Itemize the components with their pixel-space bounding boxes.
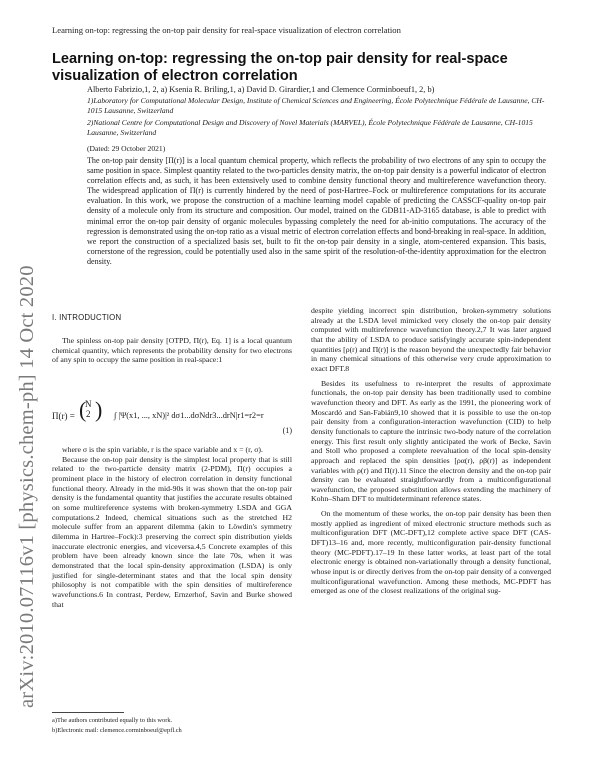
- intro-paragraph-2: where σ is the spin variable, r is the space variable and x = (r, σ).: [62, 445, 263, 454]
- binomial: ( N 2 ): [79, 397, 103, 422]
- affiliation-1: 1)Laboratory for Computational Molecular Design, Institute of Chemical Sciences and Engineering, École Polytechnique Fédérale de Lausanne, CH-1015 Lausanne, Switzerland: [87, 96, 545, 115]
- intro-paragraph-1: The spinless on-top pair density [OTPD, Π(r), Eq. 1] is a local quantum chemical quantity, which represents the probability density for two electrons of any spin to occupy the same position in real-space:1: [52, 336, 292, 365]
- right-paragraph-2: Besides its usefulness to re-interpret the results of approximate functionals, the on-top pair density has been traditionally used to combine wavefunction theory and DFT. As early as the 1991, the pioneering work of Moscardó and San-Fabián9,10 showed that it is possible to use the on-top pair density from a configuration-interaction wavefunction (CID) to help density functionals to capture the intrinsic two-body nature of the correlation energy. This first result only slightly anticipated the work of Becke, Savin and Stoll who proposed a complete reevaluation of the local spin-density approach and replaced the spin densities [ρα(r), ρβ(r)] as independent variables with ρ(r) and Π(r).11 Since the electron density and the on-top pair density can be evaluated straightforwardly from a multiconfigurational wavefunction, the proposed substitution allows extending the machinery of Kohn–Sham DFT to multideterminant reference states.: [311, 378, 551, 504]
- left-column-top: [52, 336, 292, 365]
- running-header: Learning on-top: regressing the on-top pair density for real-space visualization of electron correlation: [52, 25, 401, 35]
- left-column-bottom: [52, 445, 292, 609]
- section-heading: I. INTRODUCTION: [52, 313, 122, 322]
- paper-title: Learning on-top: regressing the on-top pair density for real-space visualization of electron correlation: [52, 51, 508, 84]
- dated-line: (Dated: 29 October 2021): [87, 144, 166, 153]
- abstract: The on-top pair density [Π(r)] is a local quantum chemical property, which reflects the probability of two electrons of any spin to occupy the same position in space. Simplest quantity related to the two-particles density matrix, the on-top pair density is a powerful indicator of electron correlation effects and, as such, it has been extensively used to combine density functional theory and multireference wavefunction theory. The widespread application of Π(r) is currently hindered by the need of post-Hartree–Fock or multireference computations for its accurate evaluation. In this work, we propose the construction of a machine learning model capable of predicting the CASSCF-quality on-top pair density of a molecule only from its structure and composition. Our model, trained on the GDB11-AD-3165 database, is able to predict with minimal error the on-top pair density of organic molecules bypassing completely the need for ab-initio computations. The accuracy of the regression is demonstrated using the on-top ratio as a visual metric of electron correlation effects and bond-breaking in real-space. In addition, we report the construction of a specialized basis set, built to fit the on-top pair density in a single, atom-centered expansion. This basis, cornerstone of the regression, could be potentially used also in the same spirit of the resolution-of-the-identity approximation for the electron density.: [87, 156, 546, 266]
- footnote-rule: [52, 712, 124, 713]
- binomial-top: N: [85, 399, 92, 409]
- right-paragraph-1: despite yielding incorrect spin distribution, broken-symmetry solutions already at the LSDA level mimicked very closely the on-top pair density computed with multireference wavefunction theory.2,7 It was later argued that the ability of LSDA to produce satisfyingly accurate spin-independent quantities [ρ(r) and Π(r)] is the reason beyond the unexpectedly fair behavior in many chemical situations of this otherwise very crude approximation to exact DFT.8: [311, 306, 551, 373]
- arxiv-stamp[interactable]: arXiv:2010.07116v1 [physics.chem-ph] 14 Oct 2020: [16, 265, 38, 708]
- footnote-a: a)The authors contributed equally to this work.: [52, 717, 173, 724]
- author-list: Alberto Fabrizio,1, 2, a) Ksenia R. Briling,1, a) David D. Girardier,1 and Clemence Corminboeuf1, 2, b): [87, 85, 435, 94]
- equation-body: ∫ |Ψ(x1, ..., xN)|² dσ1...dσNdr3...drN|r1=r2=r: [114, 411, 264, 420]
- affiliation-2: 2)National Centre for Computational Design and Discovery of Novel Materials (MARVEL), École Polytechnique Fédérale de Lausanne, CH-1015 Lausanne, Switzerland: [87, 118, 533, 137]
- right-column: [311, 306, 551, 596]
- intro-paragraph-3: Because the on-top pair density is the simplest local property that is still related to the two-particle density matrix (2-PDM), Π(r) occupies a prominent place in the history of electron correlation in density functional functional theory. Already in the mid-90s it was shown that the on-top pair density is the fundamental quantity that justifies the accurate results obtained on some multireference systems with broken-symmetry LSDA and GGA computations.2 Indeed, chemical situations such as the stretched H2 molecule suffer from an apparent dilemma (akin to Löwdin's symmetry dilemma in Hartree–Fock):3 preserving the correct spin distribution yields inaccurate electronic energies, and viceversa.4,5 Concrete examples of this problem have been already known since the late 70s, when it was demonstrated that the local spin-density approximation (LSDA) is only justified for single-determinant states and that the local spin density philosophy is not compatible with the spin densities of multireference wavefunctions.6 In contrast, Perdew, Ernzerhof, Savin and Burke showed that: [52, 454, 292, 609]
- equation-lhs: Π(r) =: [52, 411, 75, 421]
- footnote-b[interactable]: b)Electronic mail: clemence.corminboeuf@epfl.ch: [52, 727, 182, 734]
- equation-1: [52, 399, 292, 443]
- binomial-bottom: 2: [86, 409, 91, 419]
- equation-number: (1): [282, 426, 292, 435]
- right-paragraph-3: On the momentum of these works, the on-top pair density has been then mostly applied as ingredient of mixed electronic structure methods such as multiconfiguration DFT (MC-DFT),12 complete active space DFT (CAS-DFT)13–16 and, more recently, multiconfiguration pair-density functional theory (MC-PDFT).17–19 In these latter works, at least part of the total electronic energy is obtained non-variationally through a density functional, whose input is or directly derives from the on-top pair density of a converged multiconfigurational wavefunction. Among these methods, MC-PDFT has emerged as one of the closest realizations of the original sug-: [311, 509, 551, 596]
